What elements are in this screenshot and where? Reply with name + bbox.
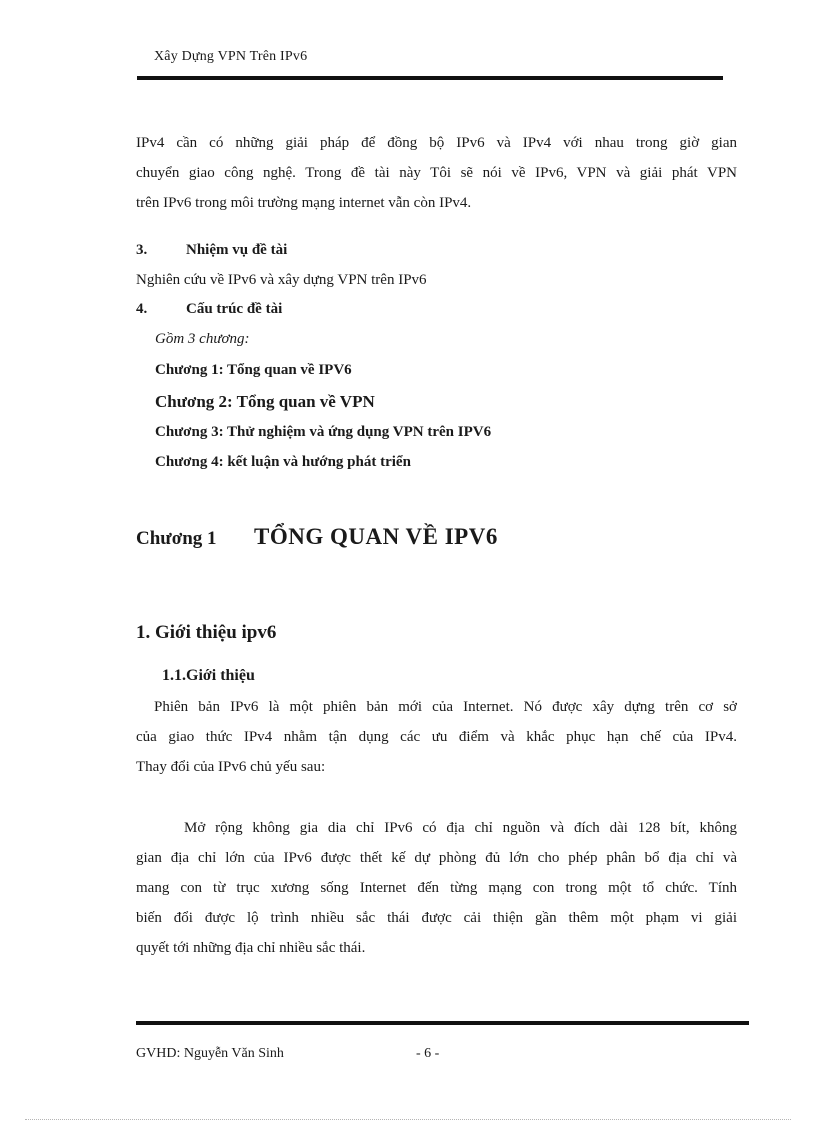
section-4-title: Cấu trúc đề tài bbox=[186, 301, 283, 317]
section-1-heading: 1. Giới thiệu ipv6 bbox=[136, 622, 277, 643]
section-3-heading bbox=[136, 242, 287, 259]
section-3-title: Nhiệm vụ đề tài bbox=[186, 242, 288, 258]
chapter-heading-label: Chương 1 bbox=[136, 528, 217, 549]
para1-line-1: Phiên bản IPv6 là một phiên bản mới của Internet. Nó được xây dựng trên cơ sở bbox=[154, 699, 737, 715]
intro-line-2: chuyển giao công nghệ. Trong đề tài này Tôi sẽ nói về IPv6, VPN và giải phát VPN bbox=[136, 165, 737, 181]
para2-line-4: biến đổi được lộ trình nhiều sắc thái được cải thiện gần thêm một phạm vi giải bbox=[136, 910, 737, 926]
section-1-paragraph-1 bbox=[136, 692, 737, 782]
footer-advisor: GVHD: Nguyễn Văn Sinh bbox=[136, 1046, 284, 1061]
para1-line-2: của giao thức IPv4 nhằm tận dụng các ưu điểm và khắc phục hạn chế của IPv4. bbox=[136, 729, 737, 745]
chapter-list-item-4: Chương 4: kết luận và hướng phát triển bbox=[155, 454, 411, 470]
section-3-number: 3. bbox=[136, 242, 148, 258]
chapter-heading-title: TỔNG QUAN VỀ IPV6 bbox=[254, 524, 498, 549]
section-1-1-heading: 1.1.Giới thiệu bbox=[162, 667, 255, 684]
footer-rule bbox=[136, 1021, 749, 1025]
section-3-body: Nghiên cứu về IPv6 và xây dựng VPN trên IPv6 bbox=[136, 272, 427, 288]
intro-line-1: IPv4 cần có những giải pháp để đồng bộ IPv6 và IPv4 với nhau trong giờ gian bbox=[136, 135, 737, 151]
para2-line-5: quyết tới những địa chỉ nhiều sắc thái. bbox=[136, 940, 366, 956]
chapter-heading bbox=[136, 524, 498, 550]
section-1-paragraph-2 bbox=[136, 813, 737, 963]
intro-paragraph bbox=[136, 128, 737, 218]
section-4-intro: Gồm 3 chương: bbox=[155, 331, 250, 347]
para2-line-3: mang con từ trục xương sống Internet đến từng mạng con trong một tổ chức. Tính bbox=[136, 880, 737, 896]
chapter-list-item-1: Chương 1: Tổng quan về IPV6 bbox=[155, 362, 352, 378]
para2-line-1: Mở rộng không gia dia chỉ IPv6 có địa chỉ nguồn và đích dài 128 bít, không bbox=[184, 820, 737, 836]
header-title: Xây Dựng VPN Trên IPv6 bbox=[154, 49, 308, 64]
section-4-heading bbox=[136, 301, 282, 318]
chapter-list-item-3: Chương 3: Thử nghiệm và ứng dụng VPN trên IPV6 bbox=[155, 424, 492, 440]
header-rule bbox=[137, 76, 723, 80]
para2-line-2: gian địa chỉ lớn của IPv6 được thết kế dự phòng đủ lớn cho phép phân bổ địa chỉ và bbox=[136, 850, 737, 866]
footer-page-number: - 6 - bbox=[416, 1046, 440, 1061]
intro-line-3: trên IPv6 trong môi trường mạng internet vẫn còn IPv4. bbox=[136, 195, 472, 211]
page-bottom-dotted-border bbox=[25, 1119, 791, 1120]
para1-line-3: Thay đổi của IPv6 chủ yếu sau: bbox=[136, 759, 326, 775]
chapter-list-item-2: Chương 2: Tổng quan về VPN bbox=[155, 392, 375, 411]
section-4-number: 4. bbox=[136, 301, 148, 317]
